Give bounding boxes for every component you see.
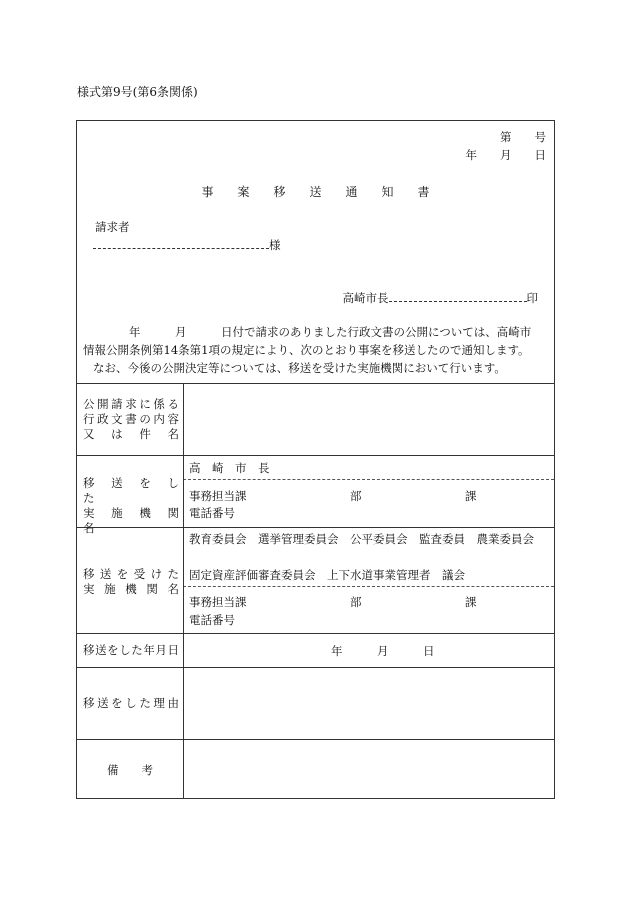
label-line: 実施機関名 xyxy=(83,582,179,596)
form-id: 様式第9号(第6条関係) xyxy=(77,85,198,99)
sender-line xyxy=(343,290,539,306)
row-subdivider xyxy=(183,479,554,480)
requester-name-blank xyxy=(93,248,269,249)
sender-name-blank xyxy=(389,301,527,302)
body-line-2: 情報公開条例第14条第1項の規定により、次のとおり事案を移送したので通知します。 xyxy=(83,343,530,357)
label-line: 又 は 件 名 xyxy=(83,427,179,441)
row-subdivider xyxy=(183,586,554,587)
row-divider xyxy=(77,633,554,634)
row-divider xyxy=(77,739,554,740)
sender-title: 高崎市長 xyxy=(342,291,389,305)
from-agency-office: 事務担当課 部 課 xyxy=(189,489,477,503)
to-agency-phone: 電話番号 xyxy=(189,613,235,627)
form-title: 事 案 移 送 通 知 書 xyxy=(201,185,430,199)
form-frame xyxy=(76,120,555,799)
document-date: 年 月 日 xyxy=(465,148,546,162)
to-agency-office: 事務担当課 部 課 xyxy=(189,595,477,609)
row-divider xyxy=(77,667,554,668)
column-divider xyxy=(183,383,184,798)
from-agency-phone: 電話番号 xyxy=(189,506,235,520)
honorific: 様 xyxy=(269,238,281,252)
reason-label xyxy=(83,696,179,711)
from-agency-label xyxy=(83,476,191,536)
to-agency-label xyxy=(83,567,179,597)
label-line: 移送をした年月日 xyxy=(83,643,179,657)
label-line: 移 送 を し た xyxy=(83,476,191,505)
transfer-date-label xyxy=(83,643,179,658)
table-top-border xyxy=(77,383,554,384)
document-number: 第 号 xyxy=(500,130,546,144)
seal-mark: 印 xyxy=(526,291,538,305)
to-agency-options-2: 固定資産評価審査委員会 上下水道事業管理者 議会 xyxy=(189,568,465,582)
body-line-1: 年 月 日付で請求のありました行政文書の公開については、高崎市 xyxy=(129,325,532,339)
remarks-label: 備 考 xyxy=(107,763,153,777)
label-line: 行政文書の内容 xyxy=(83,412,179,426)
body-line-3: なお、今後の公開決定等については、移送を受けた実施機関において行います。 xyxy=(93,361,506,375)
requester-label: 請求者 xyxy=(95,220,130,234)
label-line: 移送をした理由 xyxy=(83,696,179,710)
from-agency-name: 高 崎 市 長 xyxy=(189,461,270,475)
label-line: 移送を受けた xyxy=(83,567,179,581)
requester-name-line xyxy=(93,237,281,253)
document-label xyxy=(83,397,179,442)
label-line: 公開請求に係る xyxy=(83,397,179,411)
row-divider xyxy=(77,455,554,456)
to-agency-options-1: 教育委員会 選挙管理委員会 公平委員会 監査委員 農業委員会 xyxy=(189,532,534,546)
transfer-date-value: 年 月 日 xyxy=(331,644,435,658)
label-line: 実 施 機 関 名 xyxy=(83,506,191,535)
